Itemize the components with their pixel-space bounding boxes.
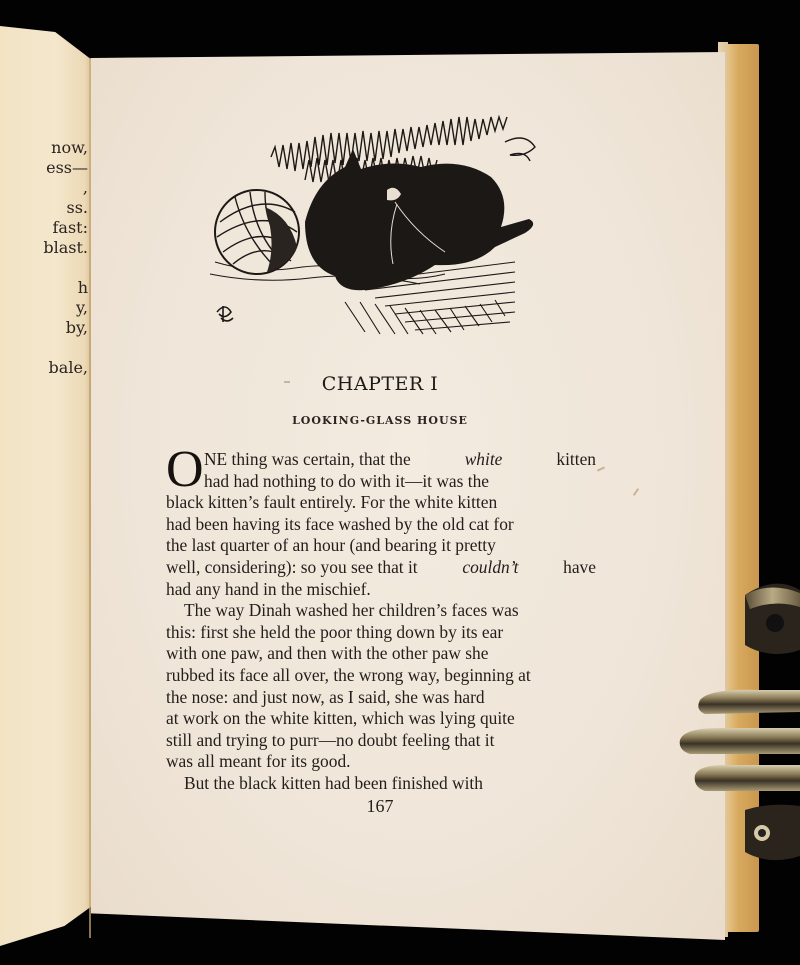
- text-segment: rubbed its face all over, the wrong way, beginning at: [166, 664, 531, 685]
- text-segment: had any hand in the mischief.: [166, 578, 371, 599]
- left-line: by,: [65, 318, 88, 337]
- chapter-title: CHAPTER I: [321, 373, 439, 395]
- text-line: [166, 665, 596, 687]
- text-line: [166, 514, 596, 536]
- yarn-ball: [215, 190, 299, 274]
- text-segment: with one paw, and then with the other paw she: [166, 643, 489, 664]
- text-line: [166, 708, 596, 730]
- text-line: [166, 622, 596, 644]
- text-segment: black kitten’s fault entirely. For the white kitten: [166, 492, 498, 513]
- text-segment: the nose: and just now, as I said, she was hard: [166, 686, 485, 707]
- left-line: blast.: [43, 238, 88, 257]
- text-segment: The way Dinah washed her children’s faces was: [184, 600, 519, 621]
- artist-monogram: [217, 306, 233, 322]
- text-segment: But the black kitten had been finished with: [184, 772, 483, 793]
- left-line: ,: [82, 178, 88, 197]
- italic-word: couldn’t: [462, 556, 519, 577]
- page-number: 167: [366, 796, 394, 816]
- left-line: h: [77, 278, 88, 297]
- text-line: [166, 449, 596, 471]
- text-line: [166, 492, 596, 514]
- text-line: [166, 557, 596, 579]
- metal-clasp: [660, 575, 800, 865]
- kitten-illustration: [205, 112, 555, 340]
- left-page-text: [0, 138, 88, 378]
- drop-cap: O: [166, 441, 204, 498]
- left-line: bale,: [48, 358, 88, 377]
- text-segment: have: [563, 556, 596, 577]
- left-line: fast:: [52, 218, 88, 237]
- text-segment: the last quarter of an hour (and bearing it pretty: [166, 535, 496, 556]
- left-line: y,: [76, 298, 88, 317]
- text-line: [166, 643, 596, 665]
- text-line: [166, 687, 596, 709]
- text-segment: this: first she held the poor thing down by its ear: [166, 621, 504, 642]
- left-line: ess—: [46, 158, 88, 177]
- text-segment: had been having its face washed by the old cat for: [166, 513, 514, 534]
- chapter-subtitle: LOOKING-GLASS HOUSE: [292, 414, 468, 427]
- left-line: [0, 258, 88, 278]
- text-segment: at work on the white kitten, which was lying quite: [166, 708, 515, 729]
- text-segment: NE thing was certain, that the: [204, 449, 411, 469]
- text-line: [166, 535, 596, 557]
- text-line: [166, 471, 596, 493]
- text-segment: kitten: [556, 449, 596, 469]
- text-segment: still and trying to purr—no doubt feeling that it: [166, 729, 495, 750]
- text-line: [166, 579, 596, 601]
- text-line: [166, 600, 596, 622]
- text-segment: well, considering): so you see that it: [166, 556, 418, 577]
- left-line: [0, 338, 88, 358]
- left-line: now,: [51, 138, 88, 157]
- italic-word: white: [464, 449, 503, 469]
- body-text: [166, 449, 596, 795]
- book-gutter: [89, 58, 91, 938]
- text-line: [166, 730, 596, 752]
- text-segment: had had nothing to do with it—it was the: [204, 470, 489, 491]
- text-line: [166, 751, 596, 773]
- left-line: ss.: [66, 198, 88, 217]
- text-line: [166, 773, 596, 795]
- text-segment: was all meant for its good.: [166, 751, 351, 772]
